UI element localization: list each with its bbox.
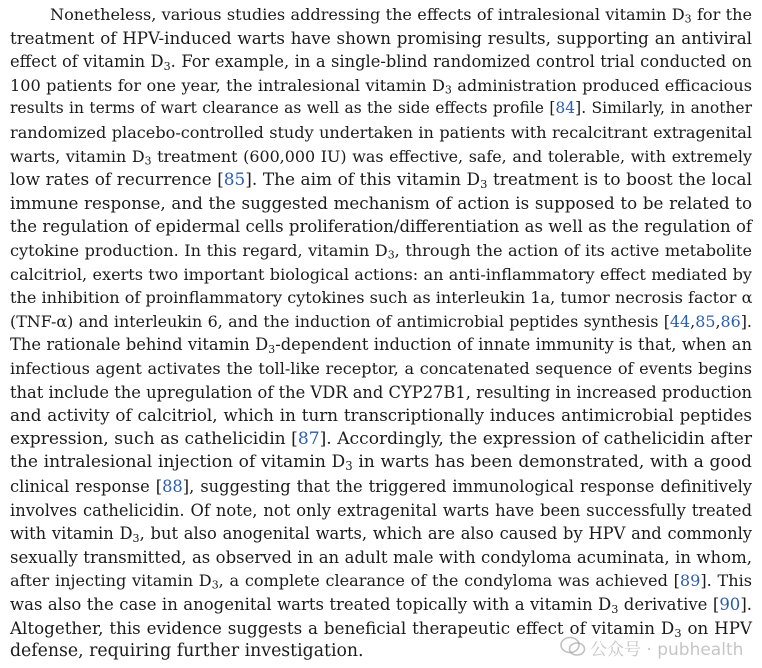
text-run: treatment (600,000 IU) was effective, safe, and tolerable, with extremely xyxy=(151,146,752,166)
subscript: 3 xyxy=(268,343,276,357)
text-line xyxy=(10,357,752,381)
text-line xyxy=(10,27,752,51)
text-run: sexually transmitted, as observed in an adult male with condyloma acuminata, in whom, xyxy=(10,547,752,567)
text-line xyxy=(10,593,752,617)
text-run: expression, such as cathelicidin [ xyxy=(10,428,298,449)
text-run: infectious agent activates the toll-like receptor, a concatenated sequence of events begins xyxy=(10,359,752,378)
text-line xyxy=(10,404,752,428)
text-run: low rates of recurrence [ xyxy=(10,169,224,190)
text-run: on HPV xyxy=(681,617,752,638)
text-run: administration produced efficacious xyxy=(451,75,752,95)
text-run: that include the upregulation of the VDR and CYP27B1, resulting in increased production xyxy=(10,382,752,402)
text-run: randomized placebo-controlled study undertaken in patients with recalcitrant extragenital xyxy=(10,123,752,142)
subscript: 3 xyxy=(684,12,692,26)
text-line xyxy=(10,192,752,216)
subscript: 3 xyxy=(674,625,682,640)
wechat-bubble-icon xyxy=(560,636,586,658)
text-run: after injecting vitamin D xyxy=(10,571,212,591)
text-line xyxy=(50,3,752,27)
text-line xyxy=(10,263,752,287)
text-run: was also the case in anogenital warts treated topically with a vitamin D xyxy=(10,595,612,614)
text-run: immune response, and the suggested mechanism of action is supposed to be related to xyxy=(10,192,752,213)
subscript: 3 xyxy=(163,59,171,73)
citation-link[interactable]: 85 xyxy=(223,169,246,190)
text-run: treatment of HPV-induced warts have shown promising results, supporting an antiviral xyxy=(10,27,752,48)
text-run: ]. xyxy=(740,311,752,331)
text-run: , through the action of its active metabolite xyxy=(394,241,753,260)
text-run: The rationale behind vitamin D xyxy=(10,335,269,355)
subscript: 3 xyxy=(444,83,452,97)
text-run: defense, requiring further investigation. xyxy=(10,641,364,662)
subscript: 3 xyxy=(211,579,219,593)
text-run: warts, vitamin D xyxy=(10,146,145,166)
text-line xyxy=(10,97,752,121)
text-line xyxy=(10,74,752,98)
text-run: , a complete clearance of the condyloma was achieved [ xyxy=(218,571,680,591)
text-line xyxy=(10,475,752,499)
text-run: effect of vitamin D xyxy=(10,52,164,72)
subscript: 3 xyxy=(387,248,395,262)
text-run: with vitamin D xyxy=(10,524,133,544)
text-line xyxy=(10,50,752,74)
text-line xyxy=(10,168,752,192)
text-line xyxy=(10,145,752,169)
text-line xyxy=(10,239,752,263)
subscript: 3 xyxy=(345,459,353,474)
text-run: ]. Similarly, in another xyxy=(575,99,753,118)
citation-link[interactable]: 86 xyxy=(720,311,741,331)
text-run: the inhibition of proinflammatory cytokines such as interleukin 1a, tumor necrosis factor α xyxy=(10,288,753,308)
subscript: 3 xyxy=(144,154,152,168)
citation-link[interactable]: 87 xyxy=(297,428,320,449)
subscript: 3 xyxy=(480,177,488,192)
text-line xyxy=(10,286,752,310)
subscript: 3 xyxy=(132,531,140,545)
text-run: Nonetheless, various studies addressing the effects of intralesional vitamin D xyxy=(50,5,685,24)
subscript: 3 xyxy=(611,602,619,616)
text-line xyxy=(10,569,752,593)
text-run: Altogether, this evidence suggests a beneficial therapeutic effect of vitamin D xyxy=(10,617,675,638)
text-run: , xyxy=(690,311,696,331)
text-run: treatment is to boost the local xyxy=(487,169,753,190)
text-run: in warts has been demonstrated, with a good xyxy=(352,452,752,473)
citation-link[interactable]: 85 xyxy=(695,311,716,331)
text-run: , xyxy=(715,311,721,331)
text-line xyxy=(10,522,752,546)
text-run: ]. The aim of this vitamin D xyxy=(245,169,481,190)
text-run: cytokine production. In this regard, vitamin D xyxy=(10,241,388,260)
text-run: the regulation of epidermal cells proliferation/differentiation as well as the regulation of xyxy=(10,217,752,237)
citation-link[interactable]: 89 xyxy=(679,571,701,591)
text-run: . For example, in a single-blind randomized control trial conducted on xyxy=(170,52,752,72)
text-line xyxy=(10,451,752,475)
text-run: ]. Accordingly, the expression of cathelicidin after xyxy=(319,428,752,449)
text-line xyxy=(10,310,752,334)
citation-link[interactable]: 84 xyxy=(555,99,576,118)
text-run: 100 patients for one year, the intralesional vitamin D xyxy=(10,75,445,95)
text-run: for the xyxy=(691,5,753,24)
text-line xyxy=(10,381,752,405)
text-run: clinical response [ xyxy=(10,477,163,496)
text-line xyxy=(10,215,752,239)
text-run: the intralesional injection of vitamin D xyxy=(10,452,346,473)
text-run: derivative [ xyxy=(618,595,720,614)
text-line xyxy=(10,546,752,570)
citation-link[interactable]: 90 xyxy=(719,595,741,614)
text-line xyxy=(10,121,752,145)
text-run: calcitriol, exerts two important biological actions: an anti-inflammatory effect mediated by xyxy=(10,264,752,284)
citation-link[interactable]: 44 xyxy=(669,311,691,331)
text-run: and activity of calcitriol, which in turn transcriptionally induces antimicrobial peptides xyxy=(10,405,752,426)
text-run: results in terms of wart clearance as well as the side effects profile [ xyxy=(10,99,556,118)
citation-link[interactable]: 88 xyxy=(162,477,183,496)
text-run: ]. This xyxy=(700,571,752,591)
watermark-text: 公众号 · pubhealth xyxy=(590,639,744,660)
text-line xyxy=(10,333,752,357)
watermark xyxy=(560,632,760,662)
text-run: -dependent induction of innate immunity is that, when an xyxy=(275,335,752,355)
text-line xyxy=(10,428,752,452)
text-run: ]. xyxy=(740,595,752,614)
text-run: involves cathelicidin. Of note, not only extragenital warts have been successfully treated xyxy=(10,500,752,520)
text-run: ], suggesting that the triggered immunological response definitively xyxy=(182,477,753,496)
text-line xyxy=(10,499,752,523)
text-run: , but also anogenital warts, which are also caused by HPV and commonly xyxy=(139,524,752,544)
text-run: (TNF-α) and interleukin 6, and the induction of antimicrobial peptides synthesis [ xyxy=(10,311,670,331)
